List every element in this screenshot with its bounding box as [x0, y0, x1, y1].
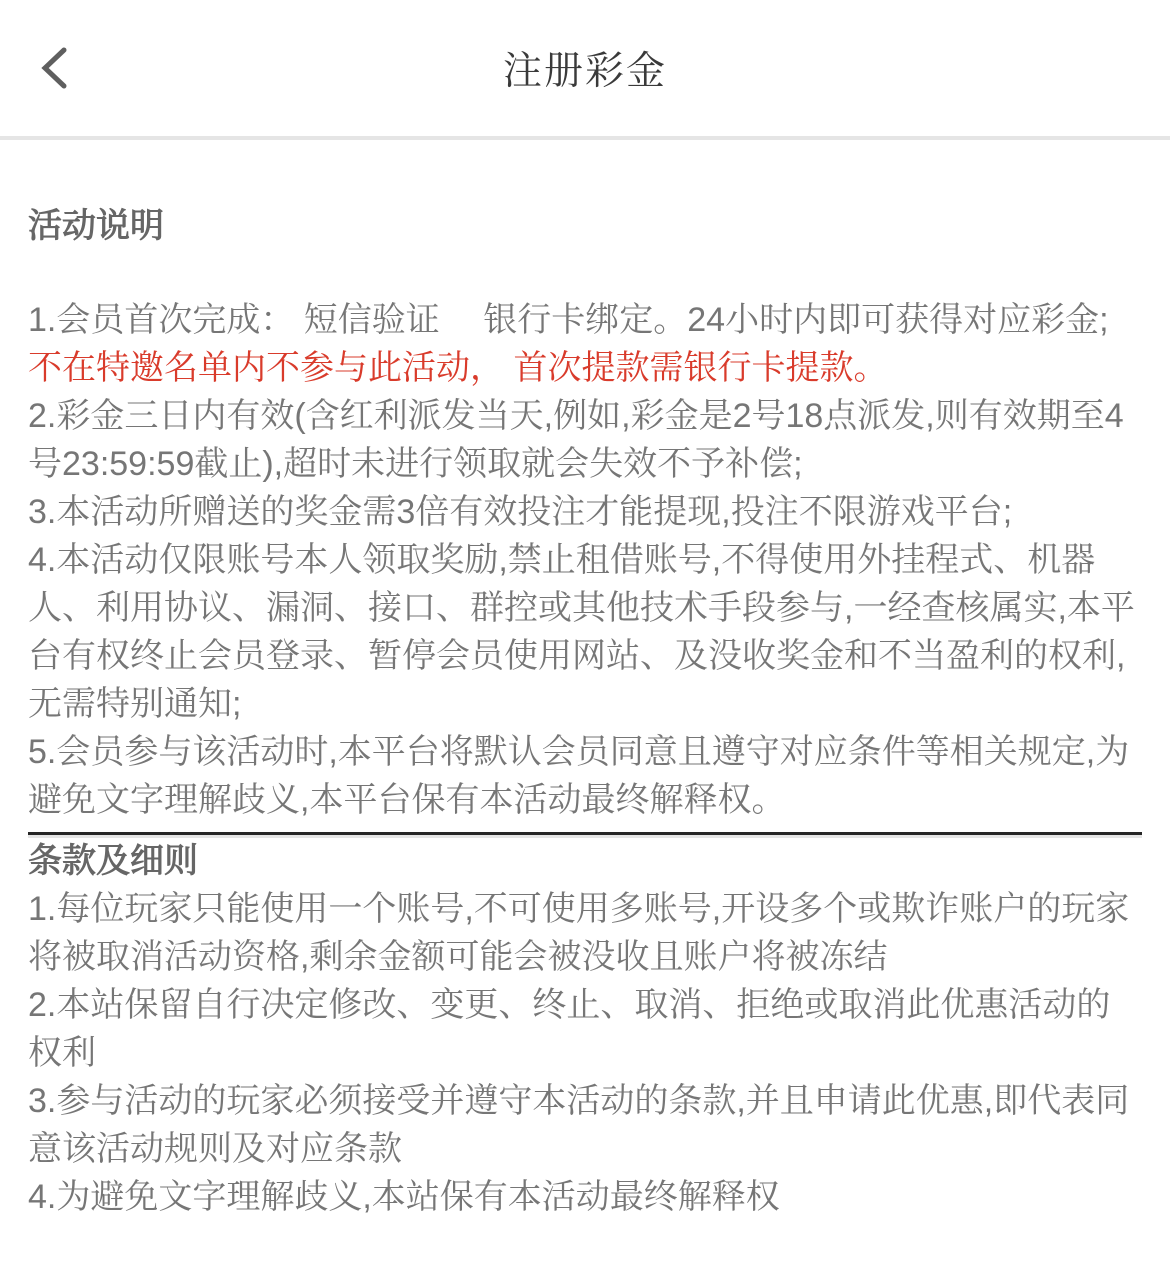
back-button[interactable]: [30, 38, 78, 98]
section-divider: [28, 832, 1142, 835]
promo-item-1-red-text: 不在特邀名单内不参与此活动， 首次提款需银行卡提款。: [28, 349, 888, 387]
chevron-left-icon: [41, 47, 67, 89]
promo-item-1: [28, 296, 1142, 392]
content: [0, 140, 1170, 1221]
promo-section-heading: 活动说明: [28, 207, 164, 245]
promo-item-3: 3.本活动所赠送的奖金需3倍有效投注才能提现,投注不限游戏平台;: [28, 493, 1013, 531]
page-title: 注册彩金: [502, 50, 667, 93]
terms-item-1: 1.每位玩家只能使用一个账号,不可使用多账号,开设多个或欺诈账户的玩家将被取消活动资格,剩余金额可能会被没收且账户将被冻结: [28, 890, 1130, 976]
terms-item-4: 4.为避免文字理解歧义,本站保有本活动最终解释权: [28, 1178, 780, 1216]
terms-item-2: 2.本站保留自行决定修改、变更、终止、取消、拒绝或取消此优惠活动的权利: [28, 986, 1111, 1072]
header: [0, 0, 1170, 136]
promo-item-1-text: 1.会员首次完成： 短信验证 银行卡绑定。24小时内即可获得对应彩金;: [28, 301, 1109, 339]
promo-item-4: 4.本活动仅限账号本人领取奖励,禁止租借账号,不得使用外挂程式、机器人、利用协议、漏洞、接口、群控或其他技术手段参与,一经查核属实,本平台有权终止会员登录、暂停会员使用网站、及没收奖金和不当盈利的权利, 无需特别通知;: [28, 541, 1135, 723]
terms-item-3: 3.参与活动的玩家必须接受并遵守本活动的条款,并且申请此优惠,即代表同意该活动规则及对应条款: [28, 1082, 1130, 1168]
promo-item-2: 2.彩金三日内有效(含红利派发当天,例如,彩金是2号18点派发,则有效期至4号23:59:59截止),超时未进行领取就会失效不予补偿;: [28, 397, 1124, 483]
promo-item-5: 5.会员参与该活动时,本平台将默认会员同意且遵守对应条件等相关规定,为避免文字理解歧义,本平台保有本活动最终解释权。: [28, 733, 1130, 819]
terms-section-heading: 条款及细则: [28, 842, 198, 880]
